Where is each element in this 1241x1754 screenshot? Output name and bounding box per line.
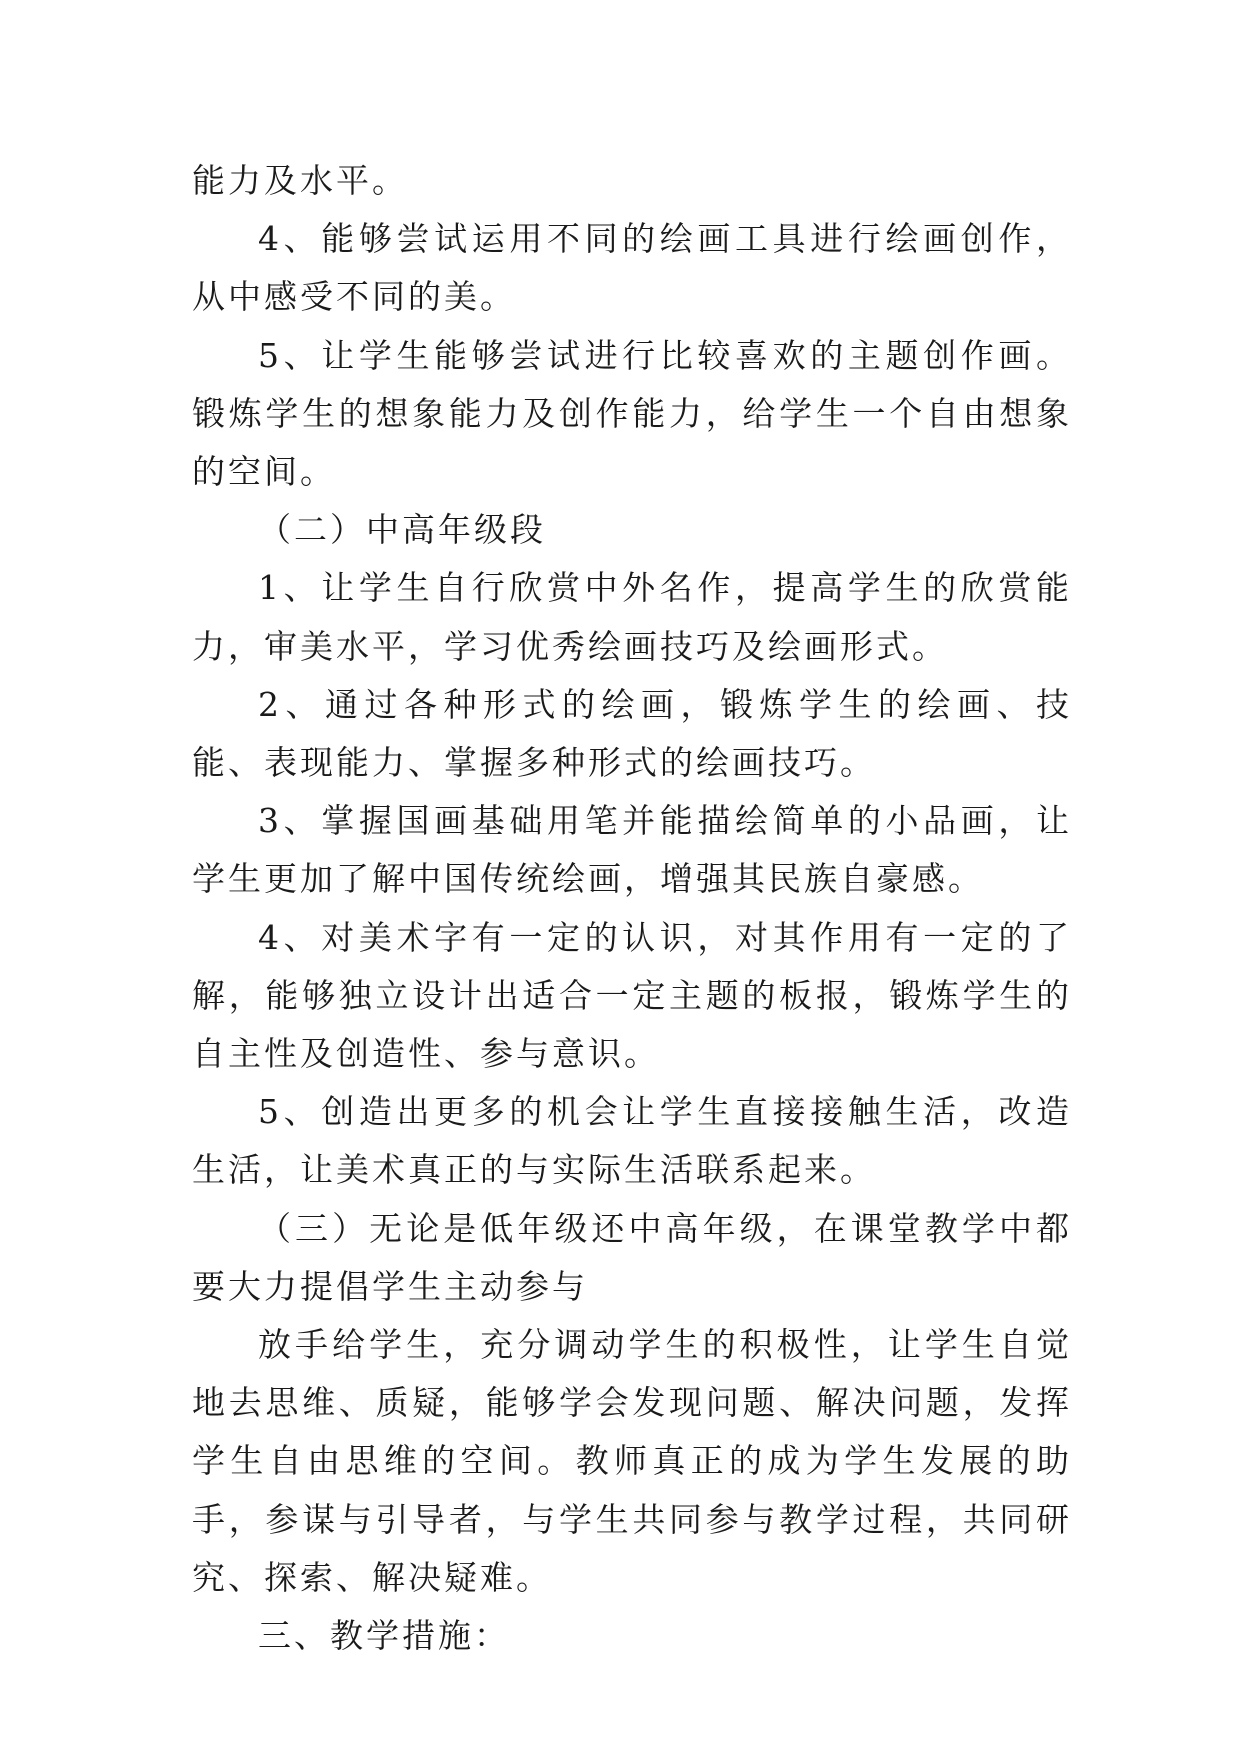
paragraph: 3、掌握国画基础用笔并能描绘简单的小品画，让学生更加了解中国传统绘画，增强其民族自豪感。: [192, 801, 1072, 899]
paragraph: 4、对美术字有一定的认识，对其作用有一定的了解，能够独立设计出适合一定主题的板报，锻炼学生的自主性及创造性、参与意识。: [192, 917, 1072, 1074]
paragraph: 2、通过各种形式的绘画，锻炼学生的绘画、技能、表现能力、掌握多种形式的绘画技巧。: [192, 684, 1072, 783]
paragraph: 能力及水平。: [192, 161, 408, 200]
document-body: [192, 152, 1072, 1665]
paragraph: 5、创造出更多的机会让学生直接接触生活，改造生活，让美术真正的与实际生活联系起来。: [192, 1092, 1072, 1190]
section-heading: （二）中高年级段: [258, 510, 546, 550]
paragraph: 5、让学生能够尝试进行比较喜欢的主题创作画。锻炼学生的想象能力及创作能力，给学生一个自由想象的空间。: [192, 335, 1072, 492]
section-heading: 三、教学措施：: [258, 1616, 510, 1656]
section-heading: （三）无论是低年级还中高年级，在课堂教学中都要大力提倡学生主动参与: [192, 1208, 1072, 1306]
paragraph: 1、让学生自行欣赏中外名作，提高学生的欣赏能力，审美水平，学习优秀绘画技巧及绘画形式。: [192, 568, 1072, 666]
paragraph: 4、能够尝试运用不同的绘画工具进行绘画创作，从中感受不同的美。: [192, 219, 1072, 317]
paragraph: 放手给学生，充分调动学生的积极性，让学生自觉地去思维、质疑，能够学会发现问题、解决问题，发挥学生自由思维的空间。教师真正的成为学生发展的助手，参谋与引导者，与学生共同参与教学过程，共同研究、探索、解决疑难。: [192, 1325, 1072, 1597]
